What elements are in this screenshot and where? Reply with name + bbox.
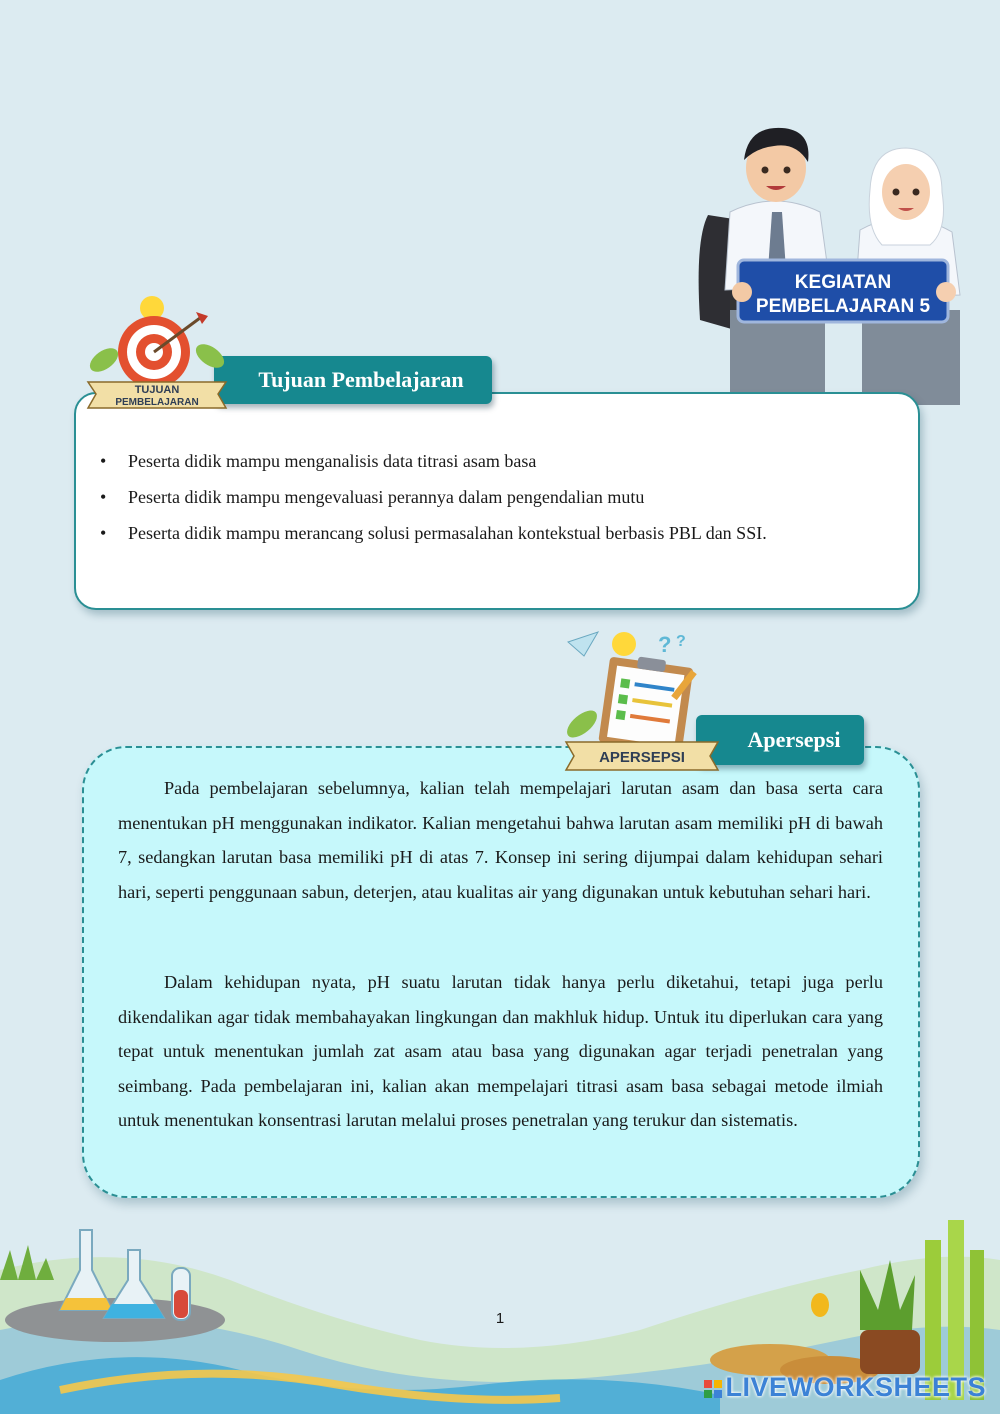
target-badge-line2: PEMBELAJARAN: [115, 397, 199, 408]
bullet-icon: •: [100, 523, 107, 543]
target-icon: [82, 290, 232, 420]
objective-item: [96, 446, 896, 482]
liveworksheets-watermark: [703, 1372, 986, 1403]
objective-item: [96, 482, 896, 518]
objective-item: [96, 518, 896, 554]
apersepsi-badge-text: APERSEPSI: [599, 749, 685, 766]
sign-line2: PEMBELAJARAN 5: [755, 296, 931, 317]
students-illustration: [690, 120, 980, 405]
watermark-text: LIVEWORKSHEETS: [725, 1372, 986, 1402]
objective-text: Peserta didik mampu mengevaluasi perannya dalam pengendalian mutu: [128, 487, 645, 507]
svg-text:?: ?: [658, 632, 672, 657]
apersepsi-paragraph-1: Pada pembelajaran sebelumnya, kalian telah mempelajari larutan asam dan basa serta cara menentukan pH menggunakan indikator. Kalian mengetahui bahwa larutan asam memiliki pH di bawah 7, sedangkan larutan basa memiliki pH di atas 7. Konsep ini sering dijumpai dalam kehidupan sehari hari, seperti penggunaan sabun, deterjen, atau kualitas air yang digunakan untuk kebutuhan sehari hari.: [118, 778, 883, 902]
objective-text: Peserta didik mampu menganalisis data titrasi asam basa: [128, 451, 537, 471]
clipboard-icon: [562, 624, 722, 778]
apersepsi-title: Apersepsi: [696, 715, 864, 765]
objectives-list: [96, 446, 896, 554]
target-badge-line1: TUJUAN: [134, 384, 180, 396]
objective-text: Peserta didik mampu merancang solusi permasalahan kontekstual berbasis PBL dan SSI.: [128, 523, 767, 543]
bullet-icon: •: [100, 451, 107, 471]
liveworksheets-logo-icon: [703, 1379, 725, 1399]
sign-line1: KEGIATAN: [794, 272, 892, 293]
page-number: 1: [495, 1310, 505, 1327]
apersepsi-paragraph-2: Dalam kehidupan nyata, pH suatu larutan tidak hanya perlu diketahui, tetapi juga perlu dikendalikan agar tidak membahayakan lingkungan dan makhluk hidup. Untuk itu diperlukan cara yang tepat untuk menentukan jumlah zat asam atau basa yang digunakan agar terjadi penetralan yang seimbang. Pada pembelajaran ini, kalian akan mempelajari titrasi asam basa sebagai metode ilmiah untuk menentukan konsentrasi larutan melalui proses penetralan yang terukur dan sistematis.: [118, 972, 883, 1130]
learning-objectives-title: Tujuan Pembelajaran: [214, 356, 492, 404]
svg-text:?: ?: [676, 633, 686, 650]
bullet-icon: •: [100, 487, 107, 507]
